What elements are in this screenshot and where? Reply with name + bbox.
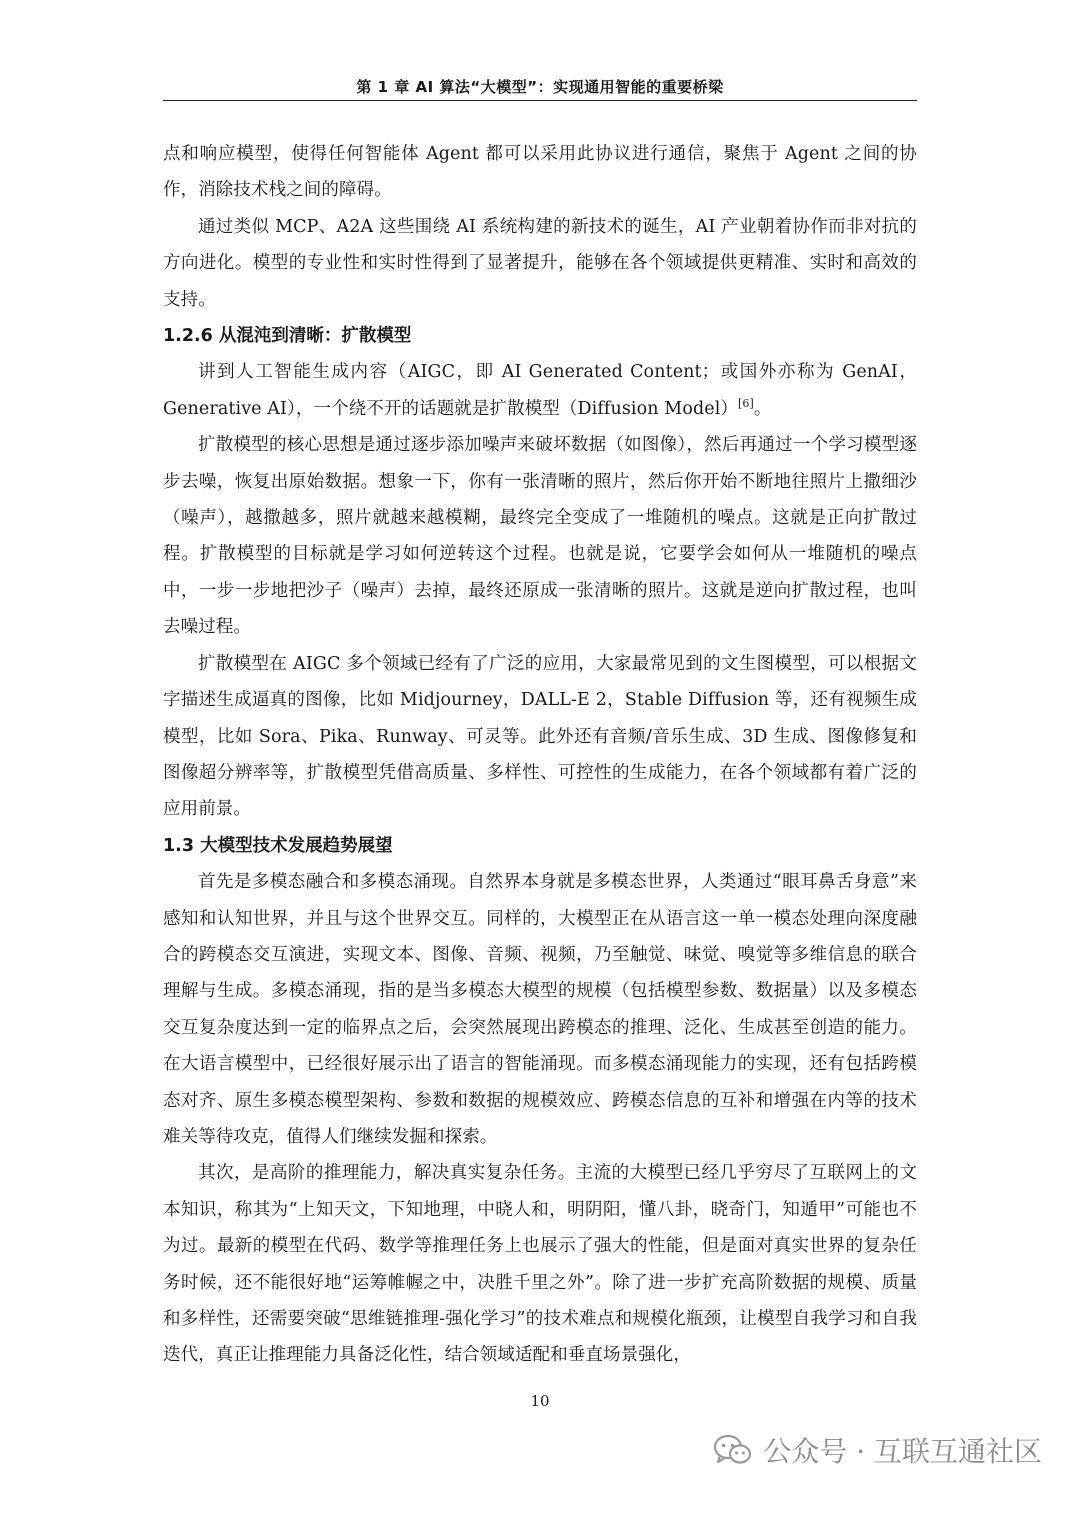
watermark	[713, 1428, 1042, 1472]
paragraph: 点和响应模型，使得任何智能体 Agent 都可以采用此协议进行通信，聚焦于 Agent 之间的协作，消除技术栈之间的障碍。	[163, 144, 917, 201]
paragraph: 首先是多模态融合和多模态涌现。自然界本身就是多模态世界，人类通过“眼耳鼻舌身意”来感知和认知世界，并且与这个世界交互。同样的，大模型正在从语言这一单一模态处理向深度融合的跨模态交互演进，实现文本、图像、音频、视频，乃至触觉、味觉、嗅觉等多维信息的联合理解与生成。多模态涌现，指的是当多模态大模型的规模（包括模型参数、数据量）以及多模态交互复杂度达到一定的临界点之后，会突然展现出跨模态的推理、泛化、生成甚至创造的能力。在大语言模型中，已经很好展示出了语言的智能涌现。而多模态涌现能力的实现，还有包括跨模态对齐、原生多模态模型架构、参数和数据的规模效应、跨模态信息的互补和增强在内等的技术难关等待攻克，值得人们继续发掘和探索。	[163, 872, 917, 1147]
paragraph-text: 讲到人工智能生成内容（AIGC，即 AI Generated Content；或国外亦称为 GenAI，Generative AI），一个绕不开的话题就是扩散模型（Diffusion Model）	[163, 362, 917, 419]
running-header: 第 1 章 AI 算法“大模型”：实现通用智能的重要桥梁	[356, 78, 724, 96]
header-divider	[163, 100, 917, 101]
citation[interactable]: [6]	[738, 397, 754, 411]
watermark-text: 公众号 · 互联互通社区	[763, 1435, 1042, 1468]
section-heading: 1.2.6 从混沌到清晰：扩散模型	[163, 326, 412, 347]
paragraph-end: 。	[753, 398, 772, 419]
paragraph: 扩散模型的核心思想是通过逐步添加噪声来破坏数据（如图像），然后再通过一个学习模型逐步去噪，恢复出原始数据。想象一下，你有一张清晰的照片，然后你开始不断地往照片上撒细沙（噪声），越撒越多，照片就越来越模糊，最终完全变成了一堆随机的噪点。这就是正向扩散过程。扩散模型的目标就是学习如何逆转这个过程。也就是说，它要学会如何从一堆随机的噪点中，一步一步地把沙子（噪声）去掉，最终还原成一张清晰的照片。这就是逆向扩散过程，也叫去噪过程。	[163, 435, 917, 638]
section-heading: 1.3 大模型技术发展趋势展望	[163, 835, 393, 856]
paragraph: 其次，是高阶的推理能力，解决真实复杂任务。主流的大模型已经几乎穷尽了互联网上的文本知识，称其为“上知天文，下知地理，中晓人和，明阴阳，懂八卦，晓奇门，知遁甲”可能也不为过。最新的模型在代码、数学等推理任务上也展示了强大的性能，但是面对真实世界的复杂任务时候，还不能很好地“运筹帷幄之中，决胜千里之外”。除了进一步扩充高阶数据的规模、质量和多样性，还需要突破“思维链推理-强化学习”的技术难点和规模化瓶颈，让模型自我学习和自我迭代，真正让推理能力具备泛化性，结合领域适配和垂直场景强化，	[163, 1163, 917, 1366]
paragraph	[163, 354, 917, 427]
body-content	[163, 136, 917, 1374]
page-number: 10	[530, 1392, 550, 1410]
wechat-icon	[713, 1433, 753, 1467]
paragraph: 扩散模型在 AIGC 多个领域已经有了广泛的应用，大家最常见到的文生图模型，可以根据文字描述生成逼真的图像，比如 Midjourney，DALL-E 2，Stable Diffusion 等，还有视频生成模型，比如 Sora、Pika、Runway、可灵等。此外还有音频/音乐生成、3D 生成、图像修复和图像超分辨率等，扩散模型凭借高质量、多样性、可控性的生成能力，在各个领域都有着广泛的应用前景。	[163, 653, 917, 820]
paragraph: 通过类似 MCP、A2A 这些围绕 AI 系统构建的新技术的诞生，AI 产业朝着协作而非对抗的方向进化。模型的专业性和实时性得到了显著提升，能够在各个领域提供更精准、实时和高效的支持。	[163, 216, 917, 310]
